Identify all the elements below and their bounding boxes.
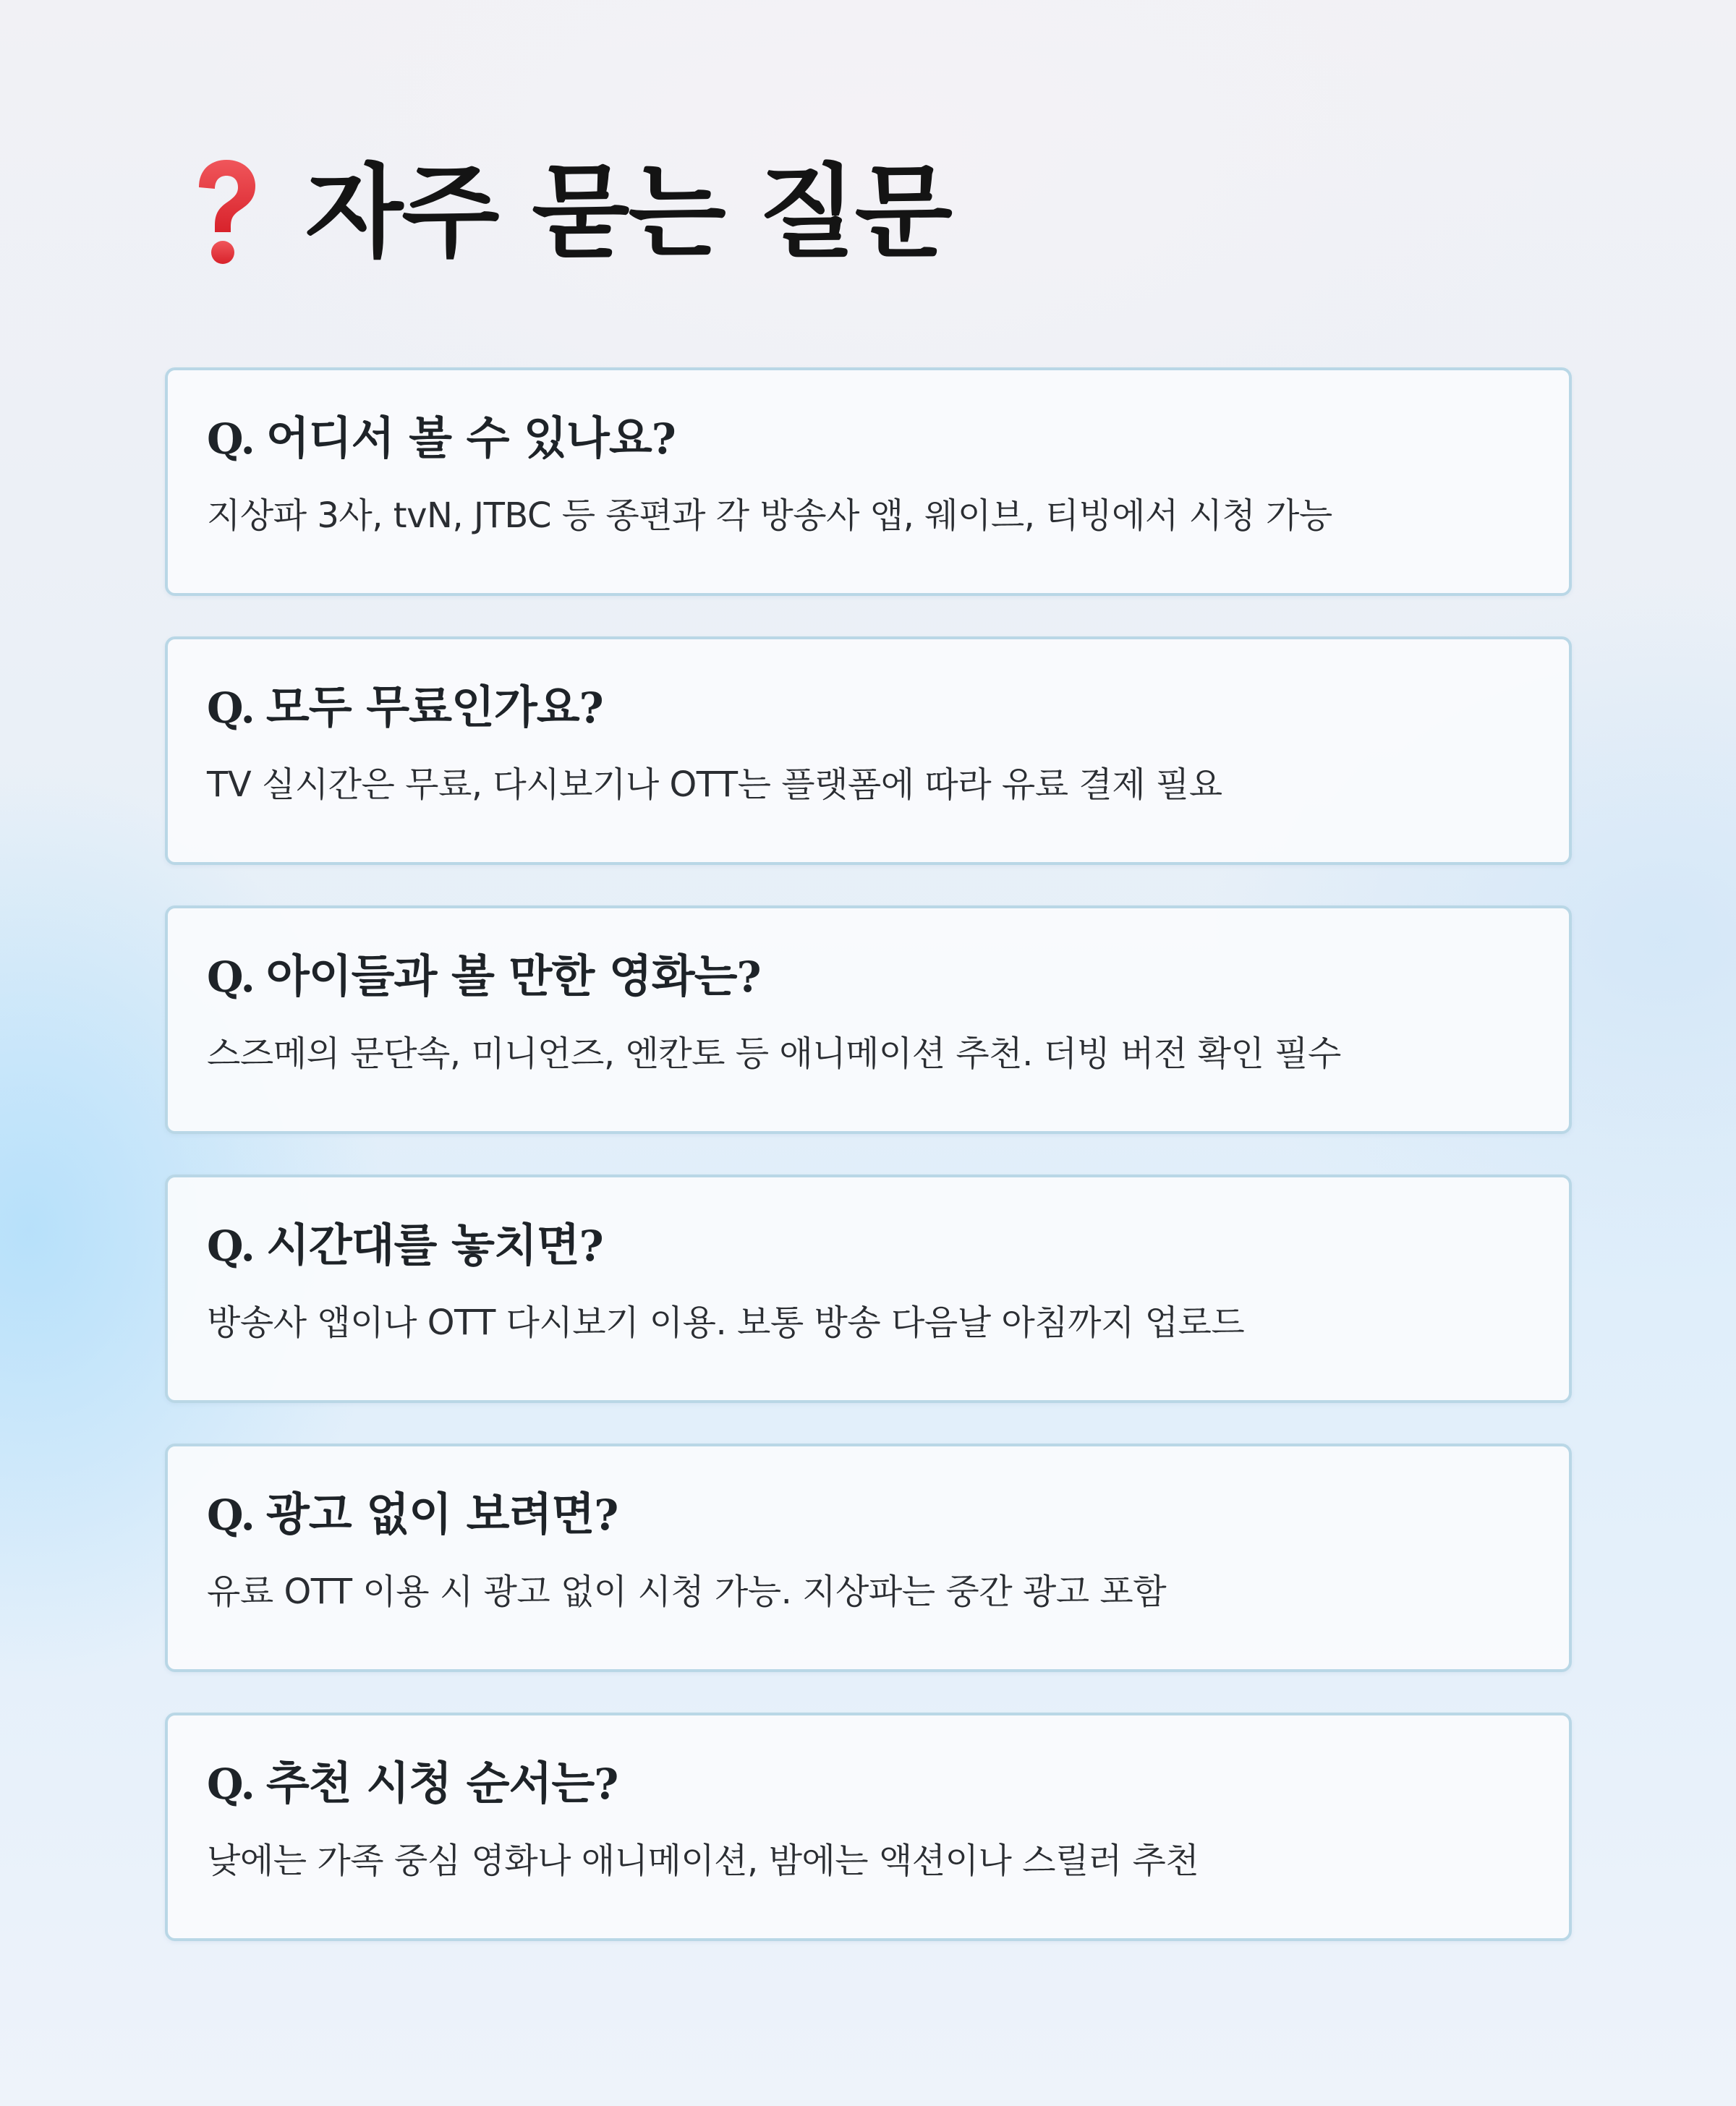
question-prefix: Q. <box>207 683 255 733</box>
faq-answer: 방송사 앱이나 OTT 다시보기 이용. 보통 방송 다음날 아침까지 업로드 <box>207 1303 1245 1344</box>
faq-card <box>165 1174 1572 1403</box>
faq-answer: TV 실시간은 무료, 다시보기나 OTT는 플랫폼에 따라 유료 결제 필요 <box>207 764 1222 806</box>
faq-answer: 지상파 3사, tvN, JTBC 등 종편과 각 방송사 앱, 웨이브, 티빙에서 시청 가능 <box>207 495 1332 537</box>
faq-question <box>207 412 1569 464</box>
page-title: 자주 묻는 질문 <box>305 154 951 272</box>
question-mark: ? <box>594 1760 618 1809</box>
faq-question <box>207 681 1569 733</box>
red-question-mark-icon <box>181 155 268 271</box>
faq-card <box>165 636 1572 865</box>
faq-card <box>165 1444 1572 1672</box>
question-text: 어디서 볼 수 있나요 <box>265 412 652 464</box>
question-text: 추천 시청 순서는 <box>265 1757 595 1809</box>
faq-question <box>207 1757 1569 1809</box>
question-prefix: Q. <box>207 1491 255 1540</box>
faq-list <box>165 367 1572 1982</box>
question-text: 시간대를 놓치면 <box>265 1219 579 1271</box>
question-mark: ? <box>651 414 676 464</box>
faq-card <box>165 367 1572 596</box>
faq-question <box>207 1488 1569 1540</box>
faq-answer: 낮에는 가족 중심 영화나 애니메이션, 밤에는 액션이나 스릴러 추천 <box>207 1841 1199 1882</box>
question-mark: ? <box>579 683 603 733</box>
faq-card <box>165 905 1572 1134</box>
question-prefix: Q. <box>207 1222 255 1271</box>
question-text: 아이들과 볼 만한 영화는 <box>265 950 737 1002</box>
faq-card <box>165 1713 1572 1941</box>
page-header <box>181 152 951 275</box>
faq-answer: 유료 OTT 이용 시 광고 없이 시청 가능. 지상파는 중간 광고 포함 <box>207 1572 1167 1613</box>
question-prefix: Q. <box>207 414 255 464</box>
question-prefix: Q. <box>207 1760 255 1809</box>
faq-answer: 스즈메의 문단속, 미니언즈, 엔칸토 등 애니메이션 추천. 더빙 버전 확인 필수 <box>207 1033 1341 1075</box>
question-mark: ? <box>579 1222 603 1271</box>
question-mark: ? <box>736 952 761 1002</box>
question-text: 광고 없이 보려면 <box>265 1488 595 1540</box>
faq-question <box>207 950 1569 1002</box>
question-mark: ? <box>594 1491 618 1540</box>
faq-question <box>207 1219 1569 1271</box>
question-text: 모두 무료인가요 <box>265 681 579 733</box>
question-prefix: Q. <box>207 952 255 1002</box>
